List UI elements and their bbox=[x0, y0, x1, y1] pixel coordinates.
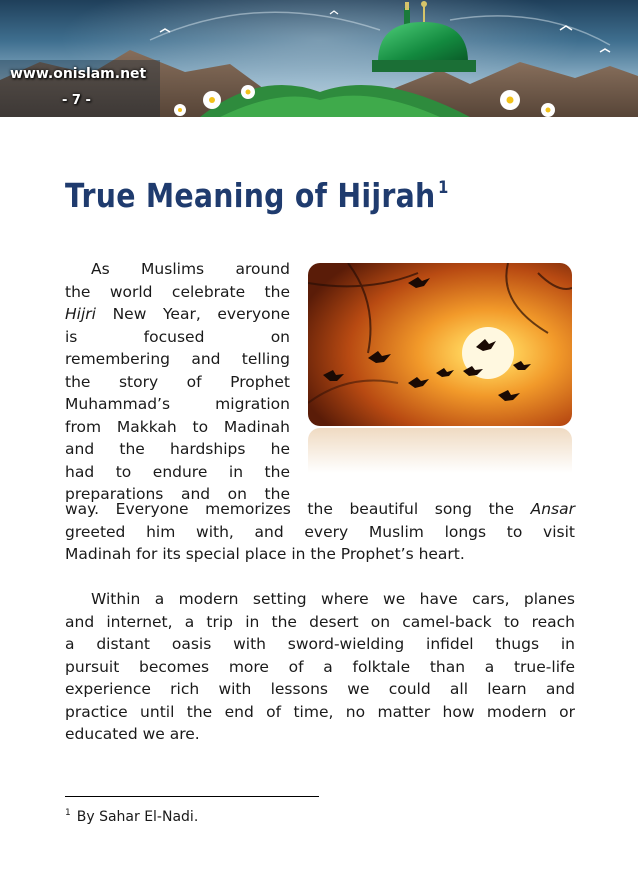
sunset-birds-image bbox=[308, 263, 572, 426]
text-line: Hijri New Year, everyone bbox=[65, 305, 290, 323]
paragraph-2 bbox=[65, 588, 575, 746]
text-line: the story of Prophet bbox=[65, 372, 290, 391]
photo-reflection bbox=[308, 428, 572, 478]
text-line: As Muslims around bbox=[91, 260, 290, 278]
text-line: the world celebrate the bbox=[65, 282, 290, 301]
text-line: and internet, a trip in the desert on camel-back to reach bbox=[65, 612, 575, 631]
header-banner bbox=[0, 0, 638, 117]
text-line: is focused on bbox=[65, 327, 290, 346]
text-line: experience rich with lessons we could all learn and bbox=[65, 680, 575, 698]
text-line: preparations and on the bbox=[65, 485, 290, 503]
footnote-divider bbox=[65, 796, 319, 797]
paragraph-1-continued bbox=[65, 498, 575, 566]
banner-artwork bbox=[0, 0, 638, 117]
footnote-text: By Sahar El-Nadi. bbox=[76, 809, 199, 825]
text-line: way. Everyone memorizes the beautiful song the Ansar bbox=[65, 500, 575, 518]
text-line: from Makkah to Madinah bbox=[65, 417, 290, 436]
page-number: - 7 - bbox=[62, 93, 91, 108]
text-line: Madinah for its special place in the Prophet’s heart. bbox=[65, 545, 465, 563]
text-line: practice until the end of time, no matter how modern or bbox=[65, 702, 575, 721]
text-line: had to endure in the bbox=[65, 462, 290, 481]
text-line: Muhammad’s migration bbox=[65, 395, 290, 413]
text-line: remembering and telling bbox=[65, 350, 290, 368]
paragraph-1-wrap bbox=[65, 258, 290, 506]
article-title bbox=[65, 176, 449, 215]
footnote bbox=[65, 808, 198, 825]
text-line: a distant oasis with sword-wielding infidel thugs in bbox=[65, 635, 575, 653]
text-line: greeted him with, and every Muslim longs to visit bbox=[65, 522, 575, 541]
sunset-birds-photo bbox=[308, 263, 572, 426]
text-line: pursuit becomes more of a folktale than a true-life bbox=[65, 657, 575, 676]
text-line: educated we are. bbox=[65, 725, 200, 743]
title-footnote-mark: 1 bbox=[438, 178, 449, 198]
title-text: True Meaning of Hijrah bbox=[65, 176, 436, 215]
site-url: www.onislam.net bbox=[10, 66, 147, 82]
footnote-mark: 1 bbox=[65, 808, 71, 818]
text-line: and the hardships he bbox=[65, 440, 290, 458]
text-line: Within a modern setting where we have cars, planes bbox=[91, 590, 575, 608]
